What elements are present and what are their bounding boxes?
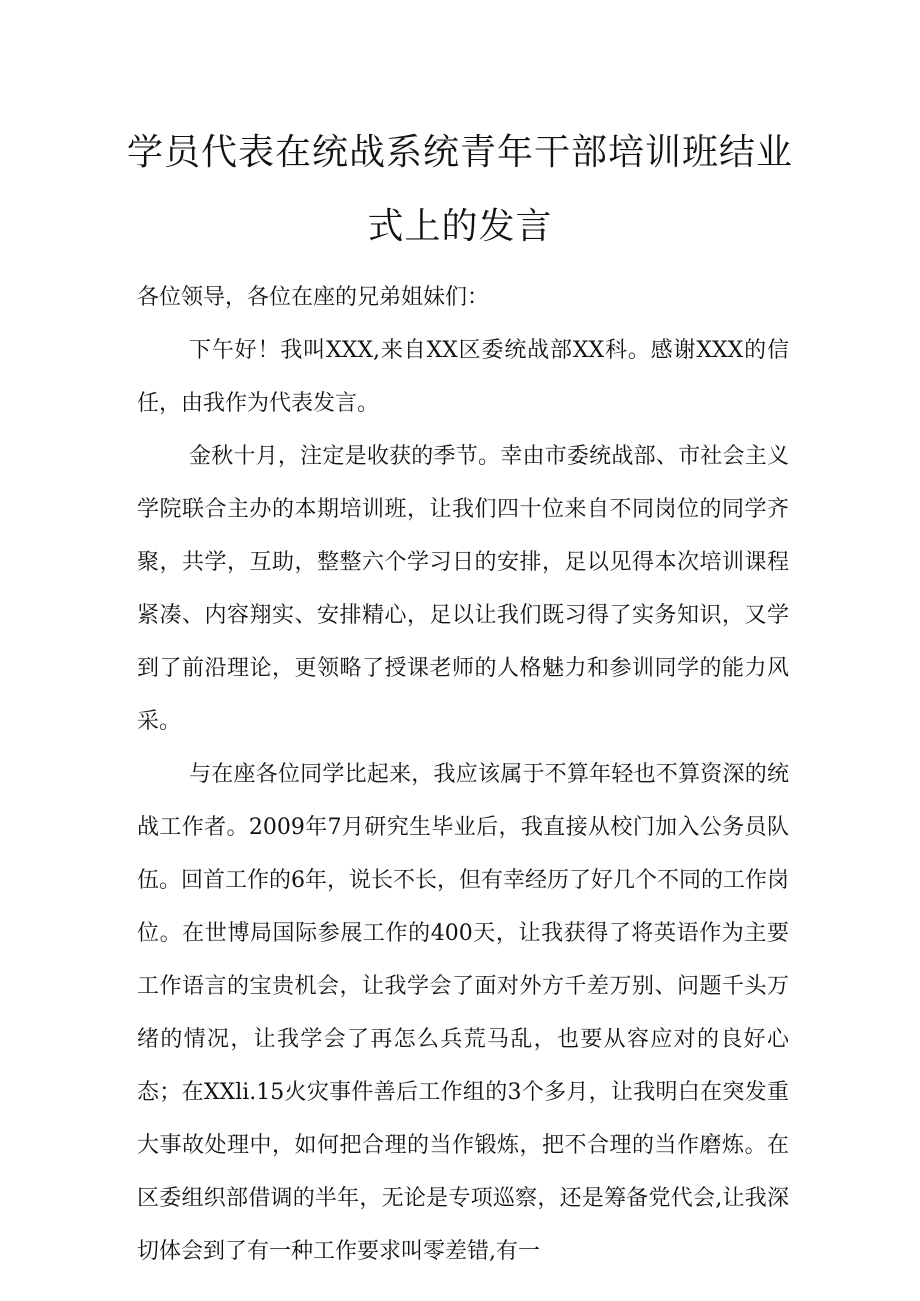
document-title-line-2: 式上的发言 <box>367 206 553 247</box>
document-title-line-1: 学员代表在统战系统青年干部培训班结业 <box>126 132 793 173</box>
document-body <box>137 271 789 1278</box>
paragraph-experience: 与在座各位同学比起来，我应该属于不算年轻也不算资深的统战工作者。2009年7月研究生毕业后，我直接从校门加入公务员队伍。回首工作的6年，说长不长，但有幸经历了好几个不同的工作岗位。在世博局国际参展工作的400天，让我获得了将英语作为主要工作语言的宝贵机会，让我学会了面对外方千差万别、问题千头万绪的情况，让我学会了再怎么兵荒马乱，也要从容应对的良好心态；在XXli.15火灾事件善后工作组的3个多月，让我明白在突发重大事故处理中，如何把合理的当作锻炼，把不合理的当作磨炼。在区委组织部借调的半年，无论是专项巡察，还是筹备党代会,让我深切体会到了有一种工作要求叫零差错,有一 <box>137 762 789 1264</box>
salutation: 各位领导，各位在座的兄弟姐妹们： <box>137 285 490 310</box>
paragraph-training: 金秋十月，注定是收获的季节。幸由市委统战部、市社会主义学院联合主办的本期培训班，让我们四十位来自不同岗位的同学齐聚，共学，互助，整整六个学习日的安排，足以见得本次培训课程紧凑、内容翔实、安排精心，足以让我们既习得了实务知识，又学到了前沿理论，更领略了授课老师的人格魅力和参训同学的能力风采。 <box>137 444 789 734</box>
paragraph-greeting: 下午好！我叫XXX,来自XX区委统战部XX科。感谢XXX的信任，由我作为代表发言。 <box>137 338 789 416</box>
